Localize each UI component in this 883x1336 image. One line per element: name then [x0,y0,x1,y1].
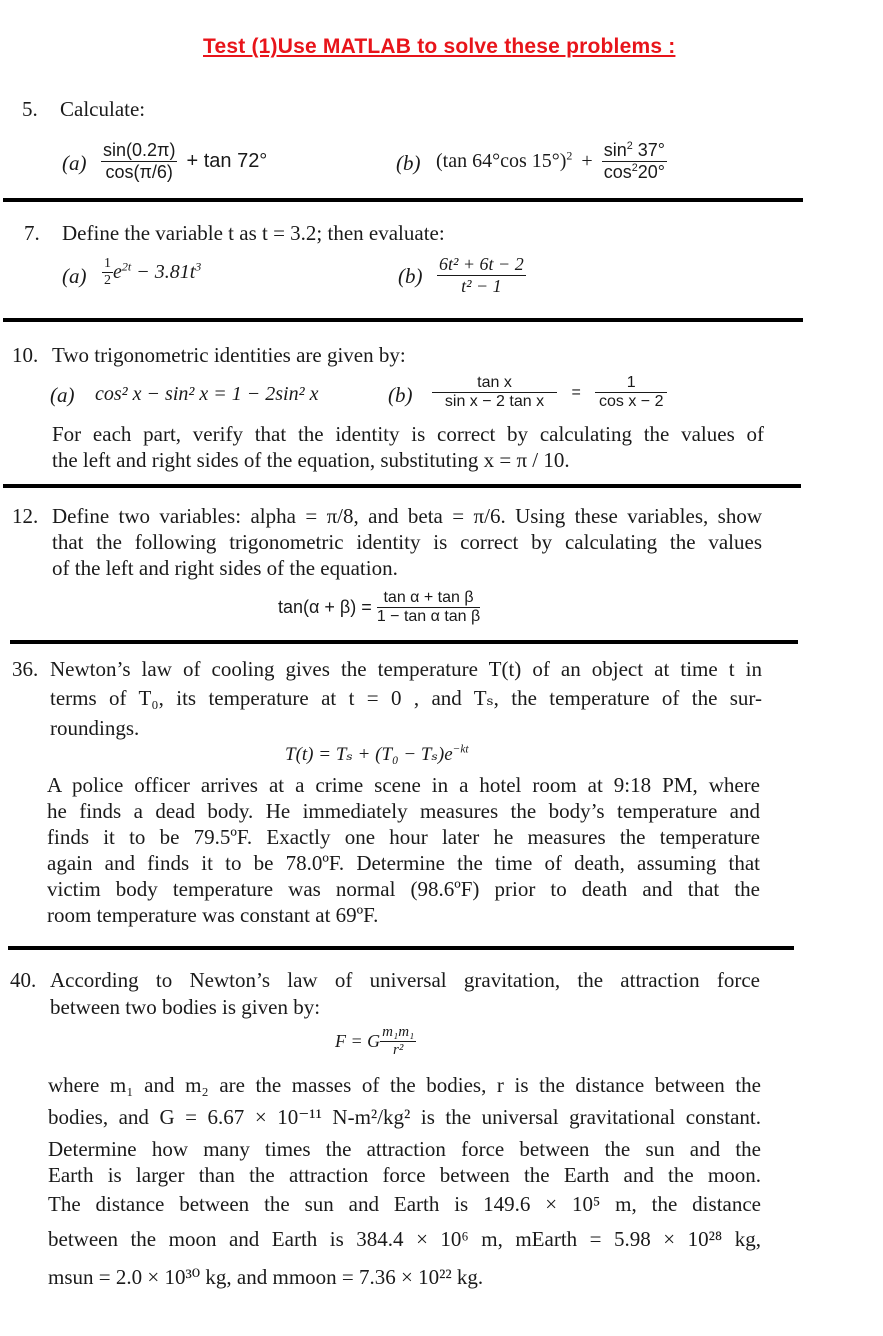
problem-40-line2: between two bodies is given by: [50,995,321,1019]
p40body-line: The distance between the sun and Earth is 149.6 × 10⁵ m, the distance [48,1192,761,1216]
problem-12-identity [278,589,480,626]
problem-7b-label: (b) [398,264,423,288]
problem-36-formula-base: T(t) = Tₛ + (T₀ − Tₛ)e [285,744,453,765]
problem-5b-square: 2 [566,148,573,163]
problem-5b-num-fn: sin [603,140,627,160]
problem-40-formula-numerator: m₁m₁ [382,1024,415,1040]
p36body-line: he finds a dead body. He immediately measures the body’s temperature and [47,799,760,823]
problem-5a-denominator: cos(π/6) [105,162,173,182]
problem-10-line1: Two trigonometric identities are given by: [52,343,406,367]
problem-5-prompt: Calculate: [60,97,146,121]
divider [3,198,803,202]
problem-5b-label: (b) [396,151,421,175]
problem-40-number: 40. [10,968,37,992]
problem-7a-rest: − 3.81t [136,261,196,283]
p36body-line: again and finds it to be 78.0ºF. Determine the time of death, assuming that [47,851,760,875]
problem-36-line1-text: Newton’s law of cooling gives the temperature T(t) of an object at time t in [50,657,762,681]
divider [3,484,801,488]
problem-12-line2 [52,530,762,555]
problem-7a-expression [102,256,201,289]
problem-5a-expression [101,140,267,183]
problem-10b-right-numerator: 1 [595,374,667,393]
problem-40-body [48,1072,761,1296]
problem-5b-plus: + [581,150,593,172]
problem-7b-expression [437,254,526,297]
problem-10b-expression [432,374,667,411]
p40body-line: between the moon and Earth is 384.4 × 10⁶ m, mEarth = 5.98 × 10²⁸ kg, [48,1227,761,1251]
problem-10-line3-text: For each part, verify that the identity is correct by calculating the values of [52,422,764,446]
page-title: Test (1)Use MATLAB to solve these problems : [203,35,676,58]
problem-36-line2-text: terms of T₀, its temperature at t = 0 , and Tₛ, the temperature of the sur- [50,686,762,710]
problem-7-number: 7. [24,221,40,245]
p36body-line: finds it to be 79.5ºF. Exactly one hour later he measures the temperature [47,825,760,849]
p36body-line: room temperature was constant at 69ºF. [47,903,379,927]
p40body-line: where m₁ and m₂ are the masses of the bodies, r is the distance between the [48,1073,761,1097]
problem-5a-rest: + tan 72° [186,150,268,172]
problem-7a-half-den: 2 [104,273,111,288]
problem-5a-numerator: sin(0.2π) [103,140,176,160]
problem-10b-equals: = [571,383,581,401]
problem-36-line3: roundings. [50,716,140,740]
problem-7-prompt: Define the variable t as t = 3.2; then evaluate: [62,221,445,245]
problem-40-formula-denominator: r² [393,1042,404,1058]
problem-10b-right-denominator: cos x − 2 [599,393,664,410]
problem-36-line2 [50,686,762,711]
problem-36-formula-exponent: −kt [452,743,469,756]
problem-12-number: 12. [12,504,39,528]
problem-12-line1 [52,504,762,529]
problem-7a-half-num: 1 [104,256,111,271]
problem-5b-base: (tan 64°cos 15°) [436,150,567,172]
problem-5-number: 5. [22,97,38,121]
problem-5b-num-square: 2 [626,140,633,152]
problem-40-formula-lhs: F = G [335,1031,381,1051]
problem-5a-label: (a) [62,151,87,175]
problem-12-numerator: tan α + tan β [377,589,480,608]
problem-12-denominator: 1 − tan α tan β [376,608,481,625]
problem-5b-den-square: 2 [631,162,638,174]
problem-36-number: 36. [12,657,39,681]
problem-12-line1-text: Define two variables: alpha = π/8, and beta = π/6. Using these variables, show [52,504,762,528]
problem-5b-den-arg: 20° [637,162,665,182]
problem-10-line3 [52,422,764,447]
problem-10b-label: (b) [388,383,413,407]
problem-7b-numerator: 6t² + 6t − 2 [439,254,524,274]
problem-12-line3: of the left and right sides of the equation. [52,556,398,580]
divider [8,946,794,950]
problem-10-number: 10. [12,343,39,367]
problem-7a-cube: 3 [195,259,202,274]
p36body-line: A police officer arrives at a crime scene in a hotel room at 9:18 PM, where [47,773,760,797]
p40body-line: msun = 2.0 × 10³⁰ kg, and mmoon = 7.36 × 10²² kg. [48,1265,484,1289]
problem-40-line1-text: According to Newton’s law of universal gravitation, the attraction force [50,968,760,992]
problem-10b-left-numerator: tan x [432,374,557,393]
divider [10,640,798,644]
problem-40-formula [335,1024,416,1059]
problem-12-lhs: tan(α + β) = [278,597,372,617]
problem-10a-expression: cos² x − sin² x = 1 − 2sin² x [95,383,319,405]
p40body-line: Earth is larger than the attraction force between the Earth and the moon. [48,1163,761,1187]
p40body-line: bodies, and G = 6.67 × 10⁻¹¹ N-m²/kg² is the universal gravitational constant. [48,1105,761,1129]
problem-10a-label: (a) [50,383,75,407]
problem-10-line4: the left and right sides of the equation, substituting x = π / 10. [52,448,570,472]
problem-7b-denominator: t² − 1 [461,276,502,296]
divider [3,318,803,322]
problem-36-line1 [50,657,762,682]
problem-7a-e: e [113,261,122,283]
problem-12-line2-text: that the following trigonometric identity is correct by calculating the values [52,530,762,554]
problem-7a-label: (a) [62,264,87,288]
problem-7a-exponent: 2t [121,259,132,274]
problem-5b-expression [436,140,667,183]
problem-40-line1 [50,968,760,993]
problem-5b-den-fn: cos [603,162,632,182]
problem-36-formula [285,743,469,766]
problem-36-body [47,772,760,928]
problem-10b-left-denominator: sin x − 2 tan x [444,393,545,410]
problem-5b-num-arg: 37° [637,140,665,160]
p36body-line: victim body temperature was normal (98.6ºF) prior to death and that the [47,877,760,901]
p40body-line: Determine how many times the attraction force between the sun and the [48,1137,761,1161]
